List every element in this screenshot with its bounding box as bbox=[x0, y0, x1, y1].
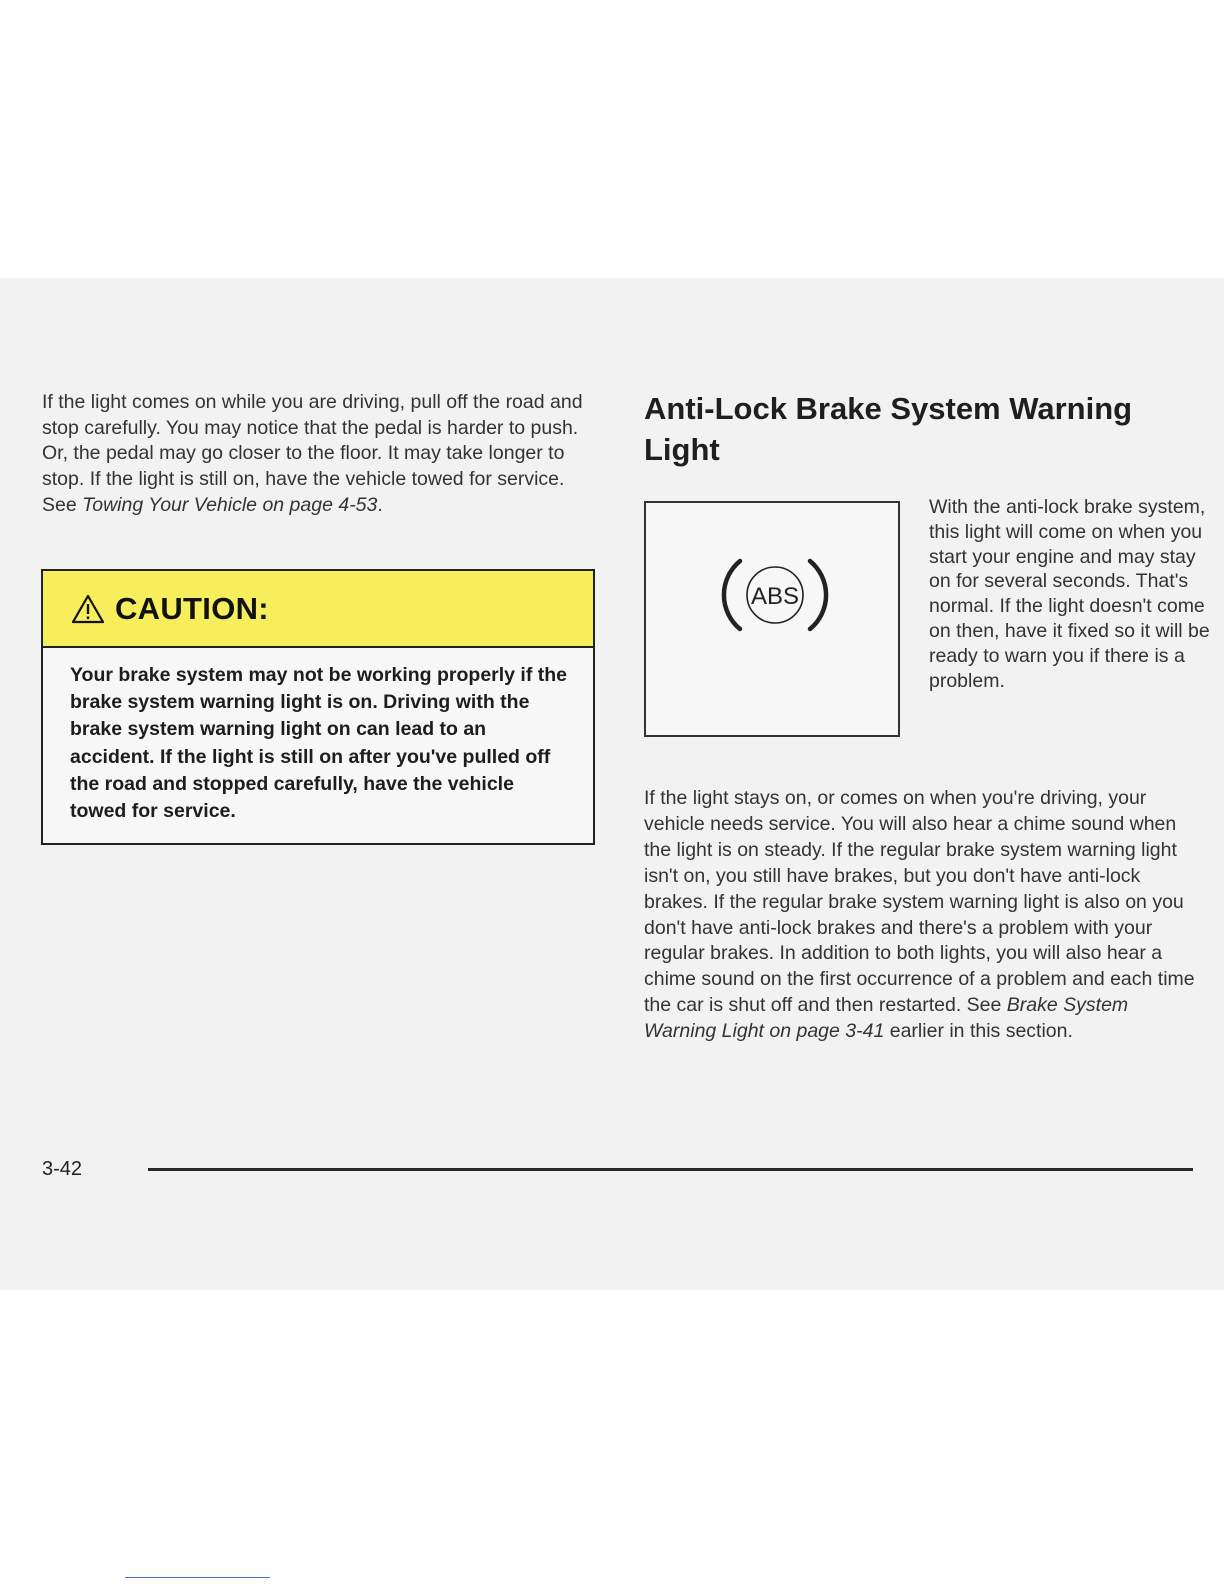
bottom-underline bbox=[125, 1577, 270, 1578]
caution-box bbox=[41, 569, 595, 845]
footer-divider bbox=[148, 1168, 1193, 1171]
caution-header bbox=[43, 571, 593, 648]
page-number: 3-42 bbox=[42, 1158, 83, 1180]
brake-light-text: If the light comes on while you are driving, pull off the road and stop carefully. You may notice that the pedal is harder to push. Or, the pedal may go closer to the floor. It may take longer to stop. If the light is still on, have the vehicle towed for service. See bbox=[42, 391, 583, 516]
section-title: Anti-Lock Brake System Warning Light bbox=[644, 391, 1133, 467]
abs-symbol-text: ABS bbox=[750, 583, 800, 610]
abs-light-text: If the light stays on, or comes on when you're driving, your vehicle needs service. You will also hear a chime sound when the light is on steady. If the regular brake system warning light isn't on, you still have brakes, but you don't have anti-lock brakes. If the regular brake system warning light is also on you don't have anti-lock brakes and there's a problem with your regular brakes. In addition to both lights, you will also hear a chime sound on the first occurrence of a problem and each time the car is shut off and then restarted. See bbox=[644, 787, 1195, 1017]
abs-light-paragraph: If the light stays on, or comes on when you're driving, your vehicle needs service. You will also hear a chime sound when the light is on steady. If the regular brake system warning light isn't on, you still have brakes, but you don't have anti-lock brakes. If the regular brake system warning light is also on you don't have anti-lock brakes and there's a problem with your regular brakes. In addition to both lights, you will also hear a chime sound on the first occurrence of a problem and each time the car is shut off and then restarted. See Brake System Warning Light on page 3-41 earlier in this section. bbox=[644, 787, 1195, 1043]
abs-warning-light-icon bbox=[720, 553, 830, 637]
brake-system-reference-link[interactable]: Brake System Warning Light on page 3-41 bbox=[644, 994, 1129, 1043]
towing-reference-link[interactable]: Towing Your Vehicle on page 4-53 bbox=[82, 493, 378, 516]
abs-symbol-box bbox=[644, 501, 900, 737]
warning-triangle-icon bbox=[71, 594, 105, 624]
caution-title: CAUTION: bbox=[115, 590, 269, 626]
abs-light-description: With the anti-lock brake system, this light will come on when you start your engine and may stay on for several seconds. That's normal. If the light doesn't come on then, have it fixed so it will be ready to warn you if there is a problem. bbox=[929, 496, 1210, 692]
brake-light-paragraph: If the light comes on while you are driving, pull off the road and stop carefully. You may notice that the pedal is harder to push. Or, the pedal may go closer to the floor. It may take longer to stop. If the light is still on, have the vehicle towed for service. See Towing Your Vehicle on page 4-53. bbox=[42, 391, 583, 516]
caution-text: Your brake system may not be working properly if the brake system warning light is on. Driving with the brake system warning light on can lead to an accident. If the light is still on after you've pulled off the road and stopped carefully, have the vehicle towed for service. bbox=[70, 664, 568, 823]
